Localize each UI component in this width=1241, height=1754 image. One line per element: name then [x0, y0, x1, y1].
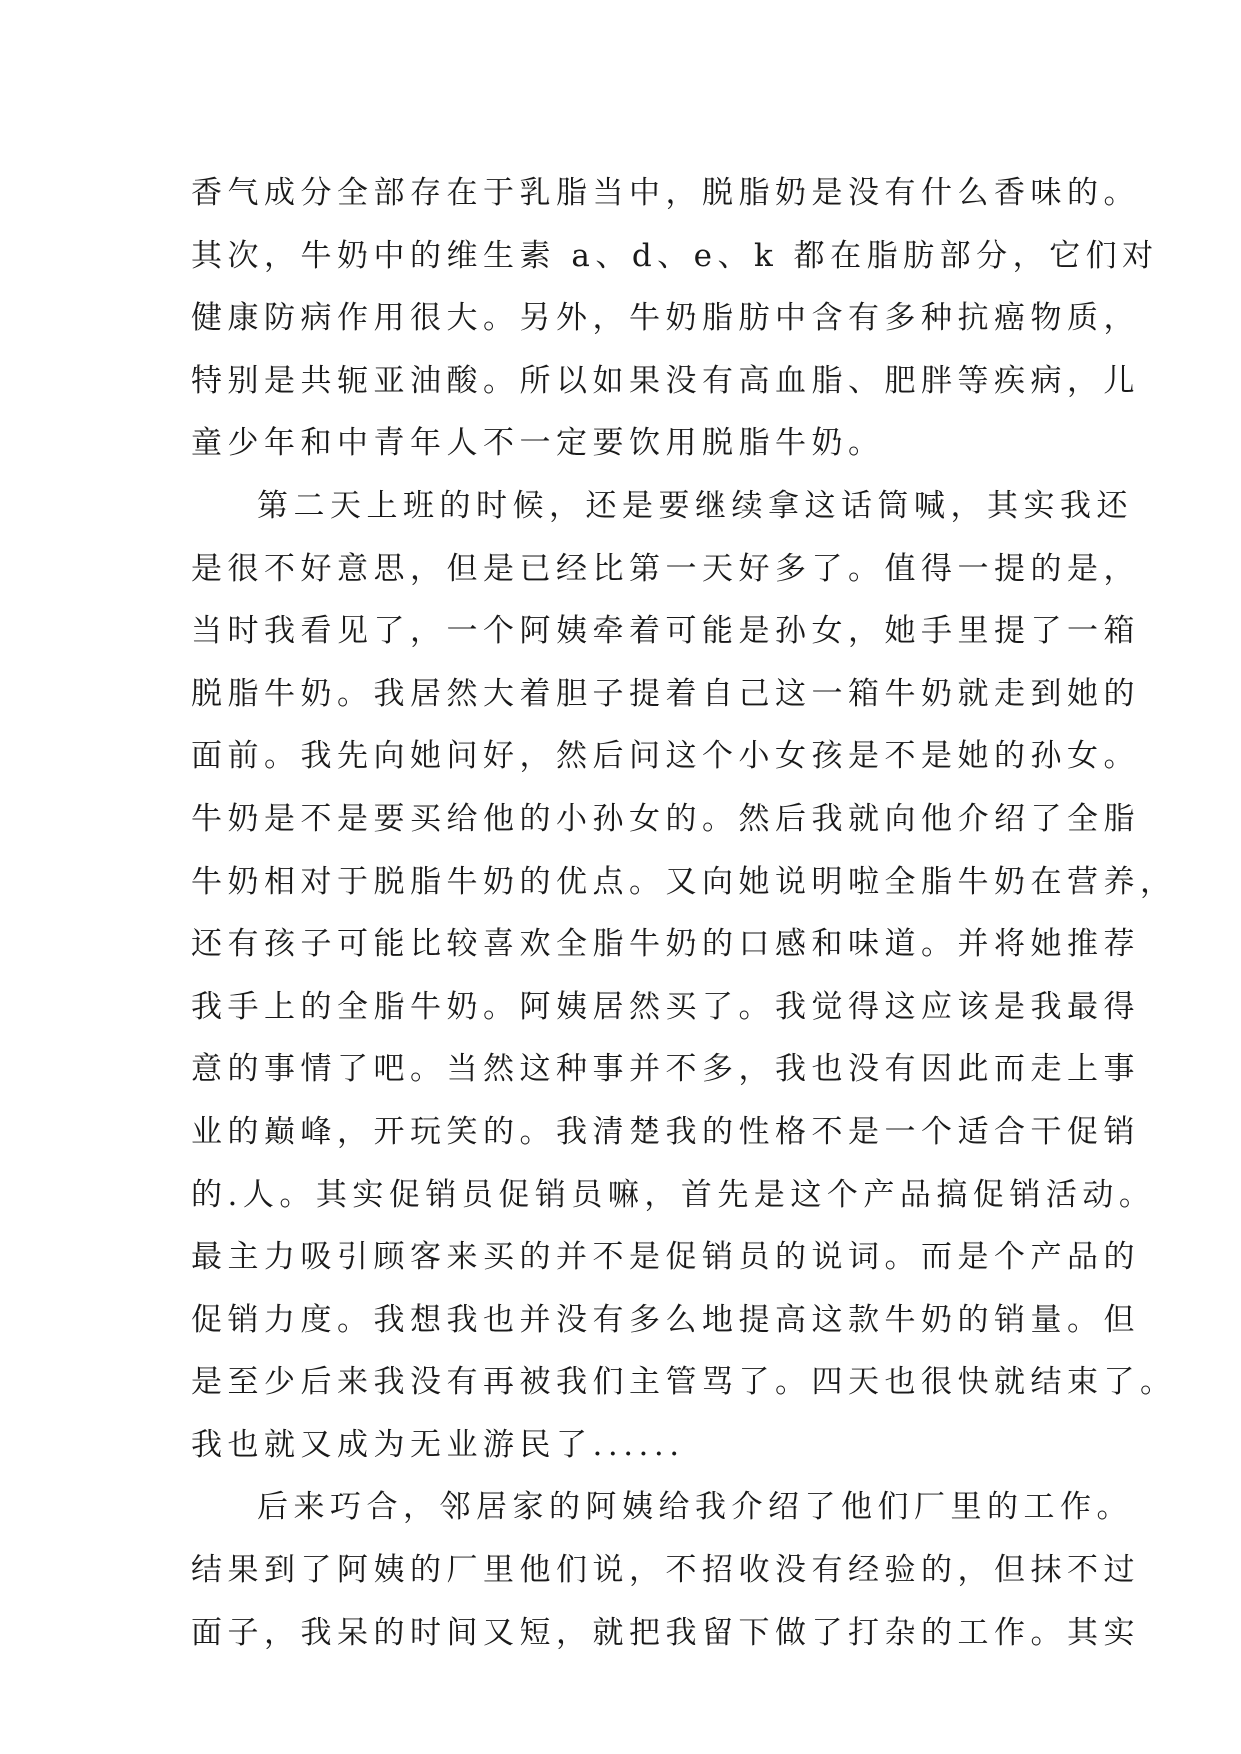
text-line: 面前。我先向她问好，然后问这个小女孩是不是她的孙女。 — [191, 738, 1140, 775]
text-line: 牛奶是不是要买给他的小孙女的。然后我就向他介绍了全脂 — [191, 800, 1140, 837]
text-line: 是很不好意思，但是已经比第一天好多了。值得一提的是， — [191, 550, 1140, 587]
body-text — [191, 162, 1177, 1664]
text-line: 面子，我呆的时间又短，就把我留下做了打杂的工作。其实 — [191, 1614, 1140, 1651]
text-line: 是至少后来我没有再被我们主管骂了。四天也很快就结束了。 — [191, 1364, 1177, 1401]
text-line: 香气成分全部存在于乳脂当中，脱脂奶是没有什么香味的。 — [191, 175, 1140, 211]
text-line: 童少年和中青年人不一定要饮用脱脂牛奶。 — [191, 425, 885, 462]
text-line: 当时我看见了，一个阿姨牵着可能是孙女，她手里提了一箱 — [191, 613, 1140, 650]
text-line: 其次，牛奶中的维生素 a、d、e、k 都在脂肪部分，它们对 — [191, 237, 1159, 274]
text-line: 脱脂牛奶。我居然大着胆子提着自己这一箱牛奶就走到她的 — [191, 675, 1140, 712]
text-line: 还有孩子可能比较喜欢全脂牛奶的口感和味道。并将她推荐 — [191, 926, 1140, 963]
text-line: 我手上的全脂牛奶。阿姨居然买了。我觉得这应该是我最得 — [191, 988, 1140, 1025]
text-line: 我也就又成为无业游民了...... — [191, 1426, 685, 1463]
text-line: 意的事情了吧。当然这种事并不多，我也没有因此而走上事 — [191, 1051, 1140, 1088]
text-line: 业的巅峰，开玩笑的。我清楚我的性格不是一个适合干促销 — [191, 1113, 1140, 1150]
text-line: 特别是共轭亚油酸。所以如果没有高血脂、肥胖等疾病，儿 — [191, 362, 1140, 399]
paragraph-first-line: 后来巧合，邻居家的阿姨给我介绍了他们厂里的工作。 — [257, 1489, 1133, 1526]
text-line: 牛奶相对于脱脂牛奶的优点。又向她说明啦全脂牛奶在营养， — [191, 863, 1177, 900]
text-line: 结果到了阿姨的厂里他们说，不招收没有经验的，但抹不过 — [191, 1552, 1140, 1589]
paragraph-first-line: 第二天上班的时候，还是要继续拿这话筒喊，其实我还 — [257, 487, 1133, 524]
text-line: 促销力度。我想我也并没有多么地提高这款牛奶的销量。但 — [191, 1301, 1140, 1338]
text-line: 的.人。其实促销员促销员嘛，首先是这个产品搞促销活动。 — [191, 1176, 1156, 1213]
text-line: 健康防病作用很大。另外，牛奶脂肪中含有多种抗癌物质， — [191, 300, 1140, 337]
text-line: 最主力吸引顾客来买的并不是促销员的说词。而是个产品的 — [191, 1239, 1140, 1276]
